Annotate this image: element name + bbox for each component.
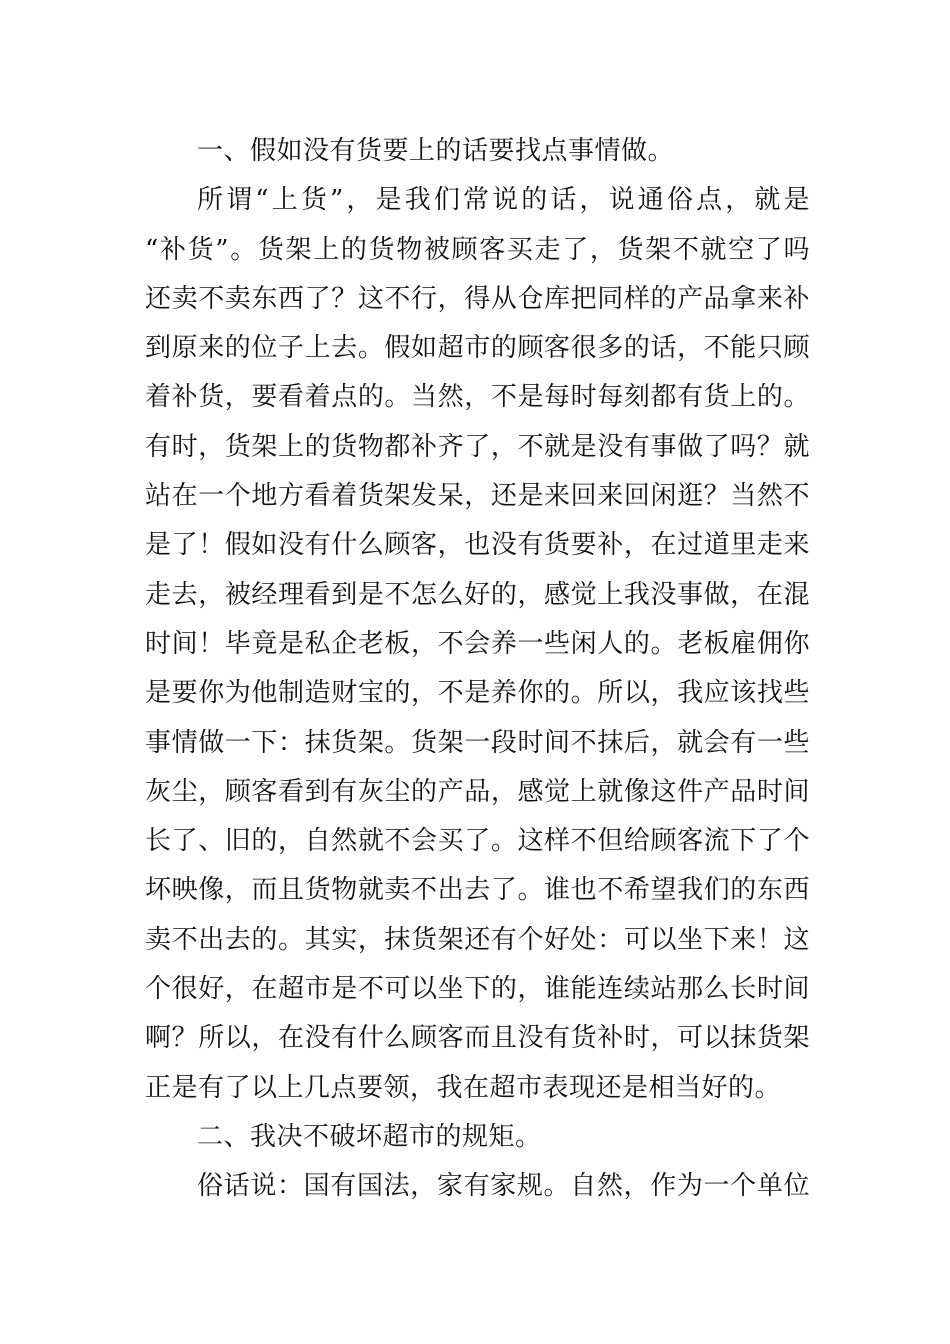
- paragraph-line: 还卖不卖东西了？这不行，得从仓库把同样的产品拿来补: [145, 283, 810, 314]
- paragraph-line: 坏映像，而且货物就卖不出去了。谁也不希望我们的东西: [145, 875, 810, 906]
- paragraph-line: 站在一个地方看着货架发呆，还是来回来回闲逛？当然不: [145, 481, 810, 512]
- paragraph-line: 啊？所以，在没有什么顾客而且没有货补时，可以抹货架: [145, 1023, 810, 1054]
- paragraph-line: 有时，货架上的货物都补齐了，不就是没有事做了吗？就: [145, 431, 810, 462]
- paragraph-line: 事情做一下：抹货架。货架一段时间不抹后，就会有一些: [145, 727, 810, 758]
- section-heading-1: 一、假如没有货要上的话要找点事情做。: [197, 136, 675, 166]
- paragraph-line: 走去，被经理看到是不怎么好的，感觉上我没事做，在混: [145, 579, 810, 610]
- paragraph-line: 卖不出去的。其实，抹货架还有个好处：可以坐下来！这: [145, 924, 810, 955]
- paragraph-line: 正是有了以上几点要领，我在超市表现还是相当好的。: [145, 1072, 782, 1103]
- paragraph-line: “补货”。货架上的货物被顾客买走了，货架不就空了吗: [145, 234, 810, 265]
- paragraph-line: 到原来的位子上去。假如超市的顾客很多的话，不能只顾: [145, 333, 810, 364]
- paragraph-line: 着补货，要看着点的。当然，不是每时每刻都有货上的。: [145, 382, 810, 413]
- paragraph-line: 所谓“上货”，是我们常说的话，说通俗点，就是: [197, 185, 810, 216]
- section-heading-2: 二、我决不破坏超市的规矩。: [197, 1121, 542, 1152]
- paragraph-line: 灰尘，顾客看到有灰尘的产品，感觉上就像这件产品时间: [145, 776, 810, 807]
- paragraph-line: 俗话说：国有国法，家有家规。自然，作为一个单位: [197, 1171, 810, 1202]
- body-text: [145, 127, 810, 1212]
- paragraph-line: 是了！假如没有什么顾客，也没有货要补，在过道里走来: [145, 530, 810, 561]
- paragraph-line: 个很好，在超市是不可以坐下的，谁能连续站那么长时间: [145, 974, 810, 1005]
- paragraph-line: 是要你为他制造财宝的，不是养你的。所以，我应该找些: [145, 678, 810, 709]
- paragraph-line: 长了、旧的，自然就不会买了。这样不但给顾客流下了个: [145, 826, 810, 857]
- paragraph-line: 时间！毕竟是私企老板，不会养一些闲人的。老板雇佣你: [145, 628, 810, 659]
